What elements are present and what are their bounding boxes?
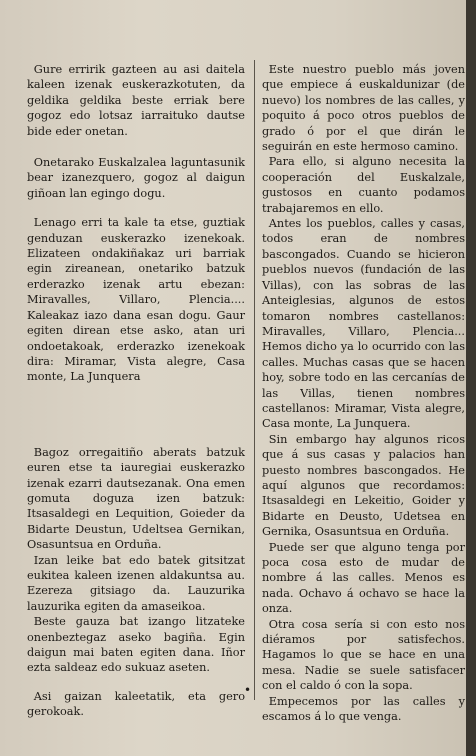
column-divider: [254, 60, 255, 700]
ink-dot: •: [244, 683, 252, 697]
book-spine-edge: [466, 0, 476, 756]
paragraph: Lenago erri ta kale ta etse, guztiak genduzan euskerazko izenekoak. Elizateen ondakiñakaz uri barriak egin zireanean, onetariko batzuk erderazko izenak artu ebezan: Miravalles, Villaro, Plencia.... Kaleakaz iazo dana esan dogu. Gaur egiten direan etse asko, atan uri ondoetakoak, erderazko izenekoak dira: Miramar, Vista alegre, Casa monte, La Junquera: [27, 216, 245, 384]
paragraph: Bagoz orregaitiño aberats batzuk euren etse ta iauregiai euskerazko izenak ezarri dautsezanak. Ona emen gomuta doguza izen batzuk: Itsasaldegi en Lequition, Goieder da Bidarte Deustun, Udeltsea Gernikan, Osasuntsua en Orduña.: [27, 445, 245, 552]
paragraph: Gure erririk gazteen au asi daitela kaleen izenak euskerazkotuten, da geldika geldika beste erriak bere gogoz edo lotsaz iarraituko dautse bide eder onetan.: [27, 63, 245, 138]
paragraph: Para ello, si alguno necesita la cooperación del Euskalzale, gustosos en cuanto podamos trabajaremos en ello.: [262, 155, 465, 215]
paragraph: Asi gaizan kaleetatik, eta gero gerokoak.: [27, 689, 245, 719]
paragraph: Otra cosa sería si con esto nos diéramos por satisfechos. Hagamos lo que se hace en una mesa. Nadie se suele satisfacer con el caldo ó con la sopa.: [262, 617, 465, 693]
paragraph: Antes los pueblos, calles y casas, todos eran de nombres bascongados. Cuando se hicieron pueblos nuevos (fundación de las Villas), con las sobras de las Anteiglesias, algunos de estos tomaron nombres castellanos: Miravalles, Villaro, Plencia... Hemos dicho ya lo ocurrido con las calles. Muchas casas que se hacen hoy, sobre todo en las cercanías de las Villas, tienen nombres castellanos: Miramar, Vista alegre, Casa monte, La Junquera.: [262, 217, 465, 431]
paragraph: Este nuestro pueblo más joven que empiece á euskaldunizar (de nuevo) los nombres de las calles, y poquito á poco otros pueblos de grado ó por el que dirán le seguirán en este hermoso camino.: [262, 63, 465, 154]
basque-column: [27, 62, 245, 720]
spanish-column: [262, 62, 465, 724]
paragraph: Empecemos por las calles y escamos á lo que venga.: [262, 694, 465, 724]
paragraph: Beste gauza bat izango litzateke onenbeztegaz aseko bagiña. Egin daigun mai baten egiten dana. Iñor ezta saldeaz edo sukuaz aseten.: [27, 615, 245, 675]
paragraph: Puede ser que alguno tenga por poca cosa esto de mudar de nombre á las calles. Menos es nada. Ochavo á ochavo se hace la onza.: [262, 540, 465, 616]
paragraph: Sin embargo hay algunos ricos que á sus casas y palacios han puesto nombres bascongados. He aquí algunos que recordamos: Itsasaldegi en Lekeitio, Goider y Bidarte en Deusto, Udetsea en Gernika, Osasuntsua en Orduña.: [262, 432, 465, 539]
paragraph: Izan leike bat edo batek gitsitzat eukitea kaleen izenen aldakuntsa au. Ezereza gitsiago da. Lauzurika lauzurika egiten da amaseikoa.: [27, 553, 245, 613]
paragraph: Onetarako Euskalzalea laguntasunik bear izanezquero, gogoz al daigun giñoan lan egingo dogu.: [27, 156, 245, 200]
